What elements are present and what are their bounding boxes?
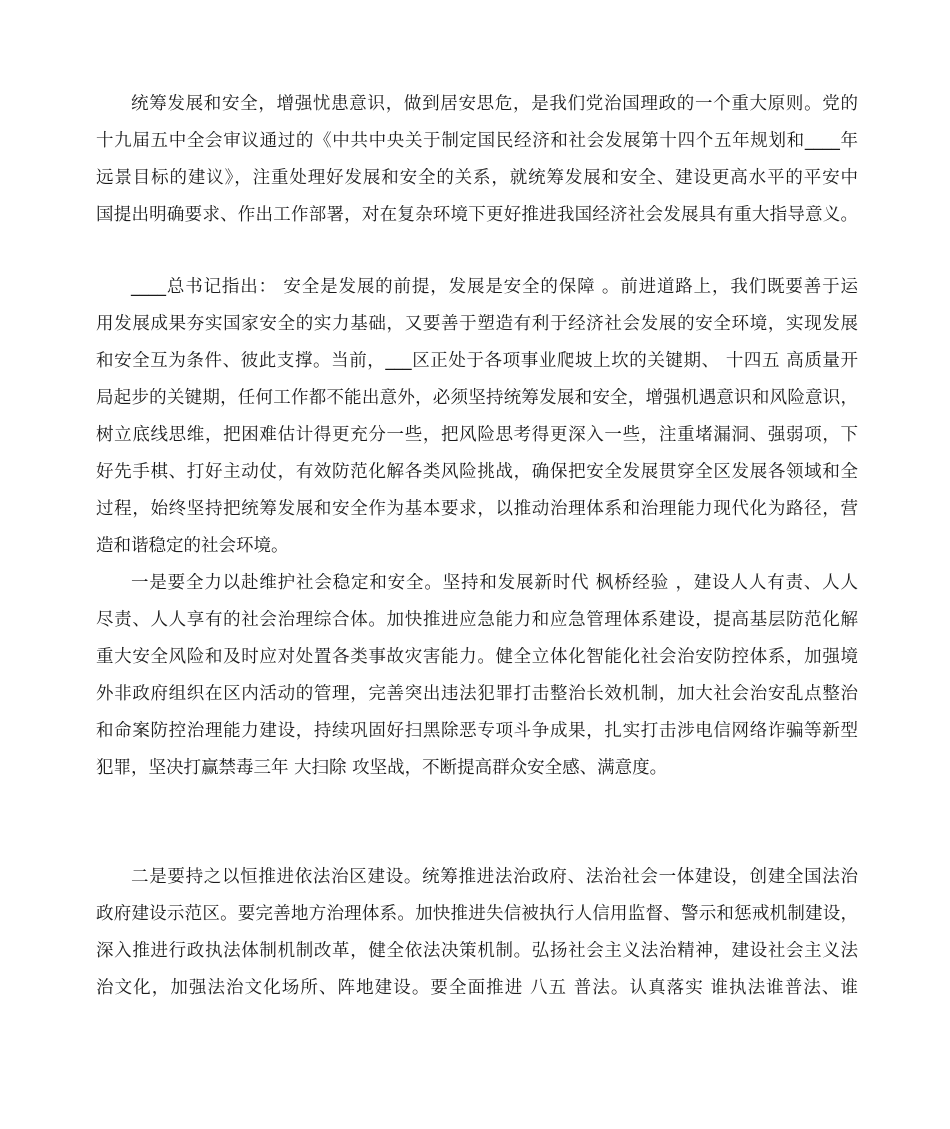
text-line: 尽责、人人享有的社会治理综合体。加快推进应急能力和应急管理体系建设，提高基层防范化解 <box>96 610 858 630</box>
text-line: 局起步的关键期，任何工作都不能出意外，必须坚持统筹发展和安全，增强机遇意识和风险意识， <box>96 388 858 408</box>
text-line: 治文化，加强法治文化场所、阵地建设。要全面推进 八五 普法。认真落实 谁执法谁普法、谁 <box>96 978 858 998</box>
text-line: 深入推进行政执法体制机制改革，健全依法决策机制。弘扬社会主义法治精神，建设社会主义法 <box>96 941 858 961</box>
paragraph-2 <box>96 269 858 565</box>
text-line: 外非政府组织在区内活动的管理，完善突出违法犯罪打击整治长效机制，加大社会治安乱点整治 <box>96 684 858 704</box>
paragraph-3 <box>96 565 858 787</box>
text-line: 国提出明确要求、作出工作部署，对在复杂环境下更好推进我国经济社会发展具有重大指导意义。 <box>96 205 858 225</box>
text-line: 用发展成果夯实国家安全的实力基础，又要善于塑造有利于经济社会发展的安全环境，实现发展 <box>96 314 858 334</box>
text-line: 二是要持之以恒推进依法治区建设。统筹推进法治政府、法治社会一体建设，创建全国法治 <box>131 867 858 887</box>
text-line: 和命案防控治理能力建设，持续巩固好扫黑除恶专项斗争成果，扎实打击涉电信网络诈骗等新型 <box>96 721 858 741</box>
text-line: 统筹发展和安全，增强忧患意识，做到居安思危，是我们党治国理政的一个重大原则。党的 <box>131 94 858 114</box>
text-line: 政府建设示范区。要完善地方治理体系。加快推进失信被执行人信用监督、警示和惩戒机制建设， <box>96 904 858 924</box>
text-line: 犯罪，坚决打赢禁毒三年 大扫除 攻坚战，不断提高群众安全感、满意度。 <box>96 758 668 778</box>
text-line: ____总书记指出： 安全是发展的前提，发展是安全的保障 。前进道路上，我们既要善于运 <box>131 277 858 297</box>
text-line: 重大安全风险和及时应对处置各类事故灾害能力。健全立体化智能化社会治安防控体系，加强境 <box>96 647 858 667</box>
paragraph-1 <box>96 86 858 234</box>
text-line: 树立底线思维，把困难估计得更充分一些，把风险思考得更深入一些，注重堵漏洞、强弱项，下 <box>96 425 858 445</box>
paragraph-4 <box>96 859 858 1007</box>
text-line: 十九届五中全会审议通过的《中共中央关于制定国民经济和社会发展第十四个五年规划和____年 <box>96 131 858 151</box>
text-line: 一是要全力以赴维护社会稳定和安全。坚持和发展新时代 枫桥经验 ，建设人人有责、人人 <box>131 573 858 593</box>
text-line: 造和谐稳定的社会环境。 <box>96 536 289 556</box>
text-line: 好先手棋、打好主动仗，有效防范化解各类风险挑战，确保把安全发展贯穿全区发展各领域和全 <box>96 462 858 482</box>
text-line: 远景目标的建议》，注重处理好发展和安全的关系，就统筹发展和安全、建设更高水平的平安中 <box>96 168 858 188</box>
text-line: 过程，始终坚持把统筹发展和安全作为基本要求，以推动治理体系和治理能力现代化为路径，营 <box>96 499 858 519</box>
text-line: 和安全互为条件、彼此支撑。当前，___区正处于各项事业爬坡上坎的关键期、 十四五 高质量开 <box>96 351 858 371</box>
